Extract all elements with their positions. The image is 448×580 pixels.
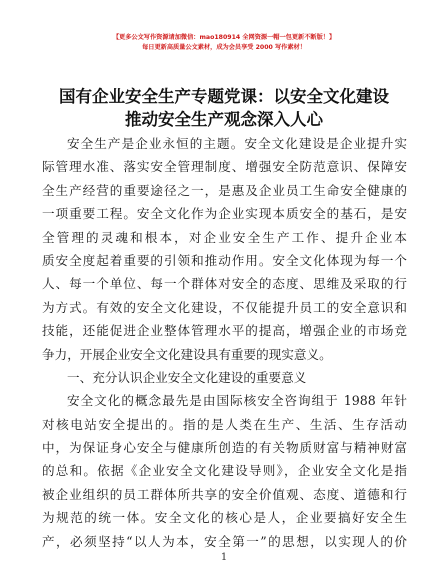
document-title-line-1: 国有企业安全生产专题党课：以安全文化建设 [59, 87, 389, 106]
body-line: 争力，开展企业安全文化建设具有重要的现实意义。 [42, 346, 332, 362]
body-line: 技能，还能促进企业整体管理水平的提高，增强企业的市场竞 [42, 323, 407, 339]
body-line: 全生产经营的重要途径之一，是惠及企业员工生命安全健康的 [42, 182, 407, 198]
body-line: 安全生产是企业永恒的主题。安全文化建设是企业提升实 [67, 136, 407, 151]
promo-banner-line-1: 【更多公文写作资源请加微信：mao180914 全网资源一帽一包更新不断版！】 [112, 34, 336, 41]
body-line: 安全文化的概念最先是由国际核安全咨询组于 1988 年针 [67, 393, 407, 409]
body-line: 人、每一个单位、每一个群体对安全的态度、思维及采取的行 [42, 276, 407, 292]
body-line: 全管理的灵魂和根本，对企业安全生产工作、提升企业本 [42, 229, 407, 245]
body-line: 产，必须坚持“以人为本，安全第一”的思想，以实现人的价 [42, 533, 407, 549]
body-line: 中，为保证身心安全与健康所创造的有关物质财富与精神财富 [42, 440, 407, 456]
body-line: 际管理水准、落实安全管理制度、增强安全防范意识、保障安 [42, 159, 407, 175]
body-line: 被企业组织的员工群体所共享的安全价值观、态度、道德和行 [42, 486, 407, 502]
body-line: 对核电站安全提出的。指的是人类在生产、生活、生存活动 [42, 416, 407, 432]
document-body [42, 132, 407, 553]
page-number: 1 [220, 552, 228, 563]
section-heading: 一、充分认识企业安全文化建设的重要意义 [67, 369, 307, 385]
promo-banner-line-2: 每日更新高质量公文素材，成为会员享受 2000 写作素材！ [142, 44, 306, 51]
body-line: 为方式。有效的安全文化建设，不仅能提升员工的安全意识和 [42, 299, 407, 315]
body-line: 质安全度起着重要的引领和推动作用。安全文化体现为每一个 [42, 252, 407, 268]
body-line: 为规范的统一体。安全文化的核心是人，企业要搞好安全生 [42, 510, 407, 526]
body-line: 一项重要工程。安全文化作为企业实现本质安全的基石，是安 [42, 206, 407, 222]
body-line: 的总和。依据《企业安全文化建设导则》，企业安全文化是指 [42, 463, 407, 479]
document-title-line-2: 推动安全生产观念深入人心 [125, 110, 323, 129]
